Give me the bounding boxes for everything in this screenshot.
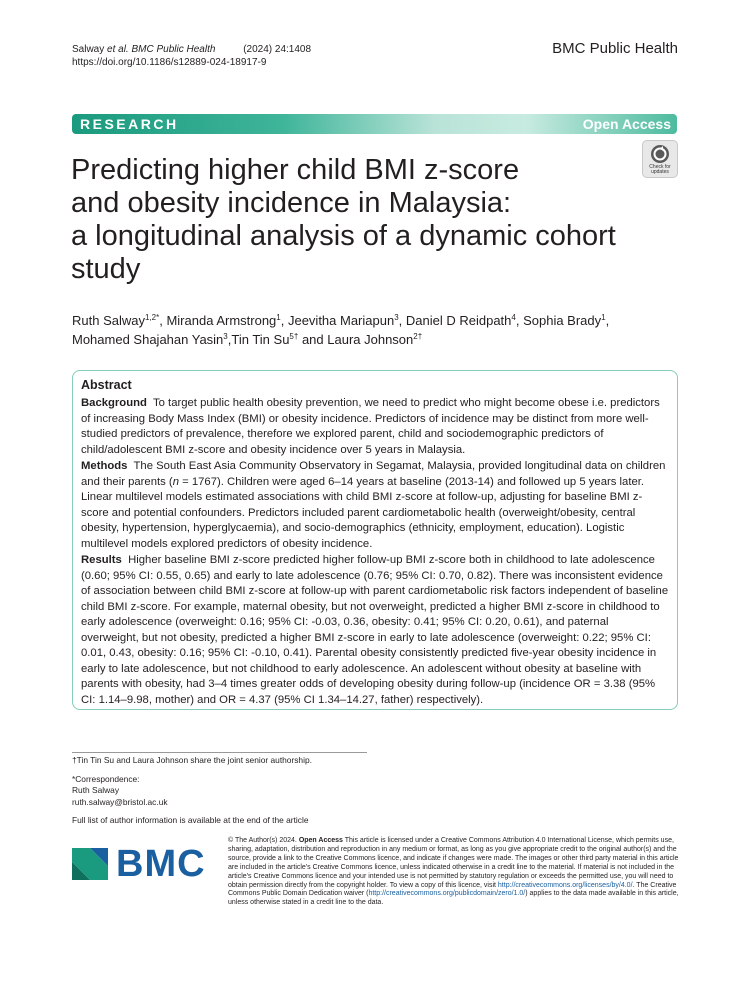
open-access-label: Open Access	[582, 116, 671, 132]
cc-zero-link[interactable]: http://creativecommons.org/publicdomain/zero/1.0/	[368, 890, 526, 898]
journal-name: BMC Public Health	[552, 40, 678, 57]
license-text	[228, 837, 680, 908]
license-body: ) applies to the data made available in this article, unless otherwise stated in a credit line to the data.	[228, 890, 679, 907]
check-updates-line2: updates	[651, 169, 669, 175]
author-affiliation: 1	[276, 313, 281, 322]
check-updates-icon	[650, 144, 670, 164]
abstract-heading: Abstract	[81, 378, 132, 392]
author-name[interactable]: Jeevitha Mariapun	[287, 313, 395, 328]
author-affiliation: 4	[511, 313, 516, 322]
title-line: and obesity incidence in Malaysia:	[71, 187, 512, 219]
title-line: a longitudinal analysis of a dynamic cohort	[71, 220, 616, 252]
license-body: . The Creative Commons Public Domain Dedication waiver (	[228, 881, 677, 898]
correspondence-email[interactable]: ruth.salway@bristol.ac.uk	[72, 796, 168, 807]
author-affiliation: 1	[601, 313, 606, 322]
author-separator: ,	[159, 313, 167, 328]
abstract-methods	[81, 459, 669, 552]
author-list: Ruth Salway$^{1,2*}$, Miranda Armstrong$^1$, Jeevitha Mariapun$^3$, Daniel D Reidpath$^4$, Sophia Brady$^1$, Mohamed Shajahan Yasin$^3$,Tin Tin $Su^{5\dagger}$ and Laura Johnson$^{2\dagger}$	[72, 313, 610, 347]
dagger-mark: †	[72, 755, 77, 765]
methods-label: Methods	[81, 460, 128, 472]
license-body: This article is licensed under a Creative Commons Attribution 4.0 International License, which permits use, sharing, adaptation, distribution and reproduction in any medium or format, as long as you give appropriate credit to the original author(s) and the source, provide a link to the Creative Commons licence, and indicate if changes were made. The images or other third party material in this article are included in the article's Creative Commons licence, unless indicated otherwise in a credit line to the material. If material is not included in the article's Creative Commons licence and your intended use is not permitted by statutory regulation or exceeds the permitted use, you will need to obtain permission directly from the copyright holder. To view a copy of this licence, visit	[228, 837, 679, 889]
author-affiliation: 2†	[413, 332, 423, 341]
citation-authors: Salway	[72, 44, 105, 55]
abstract-background	[81, 396, 669, 458]
author-name[interactable]: Ruth Salway	[72, 313, 145, 328]
footnote-divider	[72, 752, 367, 753]
footnotes	[72, 755, 312, 827]
copyright-lead: © The Author(s) 2024.	[228, 837, 297, 844]
correspondence-name: Ruth Salway	[72, 785, 120, 795]
article-citation	[72, 43, 311, 69]
methods-text: = 1767). Children were aged 6–14 years at baseline (2013-14) and followed up 5 years later. Linear multilevel models estimated associations with child BMI z-score at follow-up, adjusting for baseline BMI z-score and potential confounders. Predictors included parent cardiometabolic health (overweight/obesity, central obesity, hypertension, hyperglycaemia), and socio-demographics (ethnicity, employment, education). Logistic multilevel models explored predictors of obesity incidence.	[81, 475, 645, 550]
title-line: Predicting higher child BMI z-score	[71, 154, 520, 186]
author-separator: ,	[280, 313, 288, 328]
bmc-logo	[72, 843, 206, 885]
senior-authorship-text: Tin Tin Su and Laura Johnson share the joint senior authorship.	[76, 755, 312, 765]
results-text: Higher baseline BMI z-score predicted higher follow-up BMI z-score both in childhood to late adolescence (0.60; 95% CI: 0.55, 0.65) and early to late adolescence (0.76; 95% CI: 0.70, 0.82). There was inconsistent evidence of association between child BMI z-score at follow-up with parent cardiometabolic risk factors independent of baseline child BMI z-score. For example, maternal obesity, but not overweight, predicted a higher BMI z-score in childhood to early adolescence (overweight: 0.16; 95% CI: -0.03, 0.36, obesity: 0.41; 95% CI: 0.20, 0.61), and paternal overweight, but not obesity, predicted a higher BMI z-score in early to late adolescence (overweight: 0.22; 95% CI: 0.01, 0.43, obesity: 0.16; 95% CI: -0.10, 0.41). Parental obesity consistently predicted five-year obesity incidence in early to late adolescence, but not childhood to early adolescence. An adolescent without obesity at baseline with parents with obesity, had 3–4 times greater odds of developing obesity during follow-up (incidence OR = 3.38 (95% CI: 1.14–9.98, mother) and OR = 4.37 (95% CI 1.34–14.27, father) respectively).	[81, 554, 669, 706]
methods-text: The South East Asia Community Observatory in Segamat, Malaysia, provided longitudinal data on children and their parents (	[81, 460, 666, 488]
author-affiliation: 3	[223, 332, 228, 341]
author-affiliation: 5†	[289, 332, 299, 341]
author-info-note: Full list of author information is available at the end of the article	[72, 815, 309, 825]
author-separator: ,	[515, 313, 524, 328]
author-name[interactable]: Tin Tin Su	[231, 332, 290, 347]
section-label: RESEARCH	[80, 116, 179, 132]
citation-issue: (2024) 24:1408	[243, 44, 312, 55]
abstract-results	[81, 553, 669, 708]
author-affiliation: 1,2*	[144, 313, 160, 322]
author-name[interactable]: Laura Johnson	[327, 332, 414, 347]
author-affiliation: 3	[394, 313, 399, 322]
bmc-logo-text: BMC	[116, 843, 206, 885]
author-name[interactable]: Mohamed Shajahan Yasin	[72, 332, 224, 347]
author-name[interactable]: Miranda Armstrong	[166, 313, 277, 328]
doi-link[interactable]: https://doi.org/10.1186/s12889-024-18917-9	[72, 57, 267, 68]
check-for-updates-button[interactable]	[642, 140, 678, 178]
section-banner	[72, 114, 677, 134]
article-title	[71, 154, 631, 286]
title-line: study	[71, 253, 141, 285]
author-separator: and	[298, 332, 328, 347]
abstract-box	[72, 370, 678, 710]
senior-authorship-note	[72, 755, 312, 767]
correspondence-label: *Correspondence:	[72, 773, 140, 784]
methods-n: n	[172, 475, 179, 488]
license-open-access: Open Access	[298, 837, 343, 844]
author-name[interactable]: Daniel D Reidpath	[405, 313, 512, 328]
cc-by-link[interactable]: http://creativecommons.org/licenses/by/4.0/	[497, 881, 633, 889]
author-separator: ,	[398, 313, 406, 328]
check-updates-line1: Check for	[649, 164, 671, 170]
results-label: Results	[81, 554, 122, 566]
background-label: Background	[81, 397, 147, 409]
author-name[interactable]: Sophia Brady	[523, 313, 602, 328]
background-text: To target public health obesity prevention, we need to predict who might become obese i.e. predictors of increasing Body Mass Index (BMI) or obesity incidence. Predictors of incidence may be distinct from more well-studied predictors of prevalence, therefore we explored parent, child and sociodemographic predictors of child/adolescent BMI z-score and obesity incidence over 5 years in Malaysia.	[81, 397, 660, 456]
citation-journal: et al. BMC Public Health	[107, 44, 216, 55]
